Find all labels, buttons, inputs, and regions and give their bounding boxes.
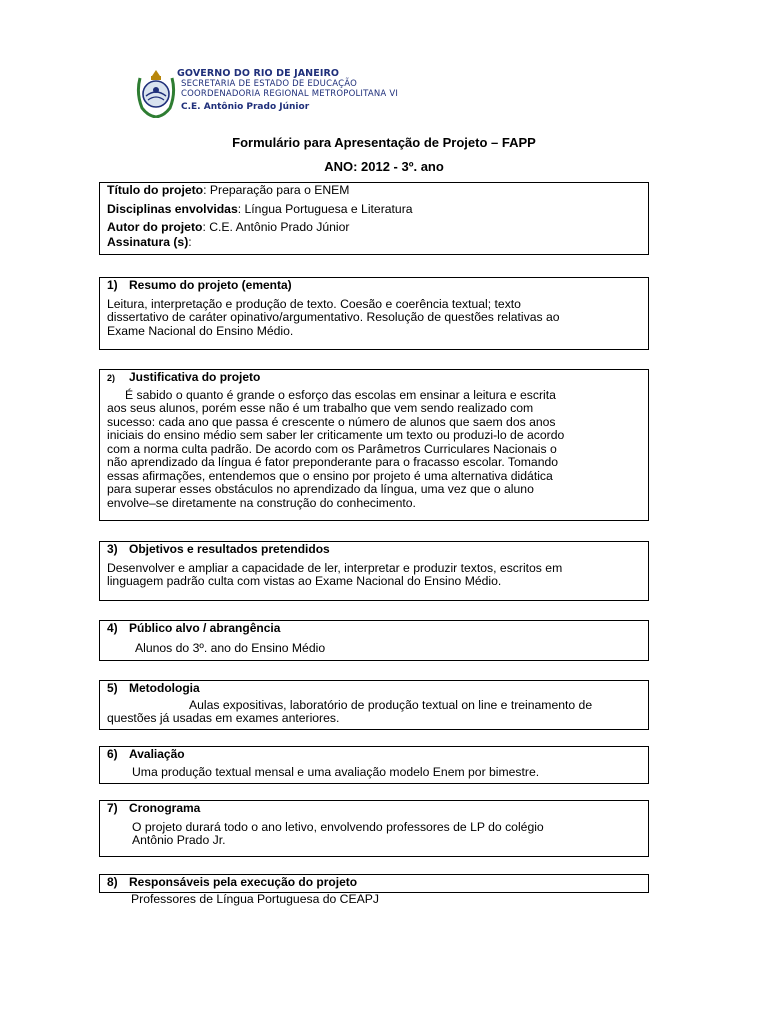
section-summary xyxy=(99,277,649,350)
evaluation-line: Uma produção textual mensal e uma avaliação modelo Enem por bimestre. xyxy=(132,764,540,779)
section-methodology xyxy=(99,680,649,730)
justification-line: essas afirmações, entendemos que o ensino por projeto é uma alternativa didática xyxy=(107,468,553,483)
signature-row xyxy=(107,236,641,250)
section-heading: 7) Cronograma xyxy=(107,801,201,815)
disciplines-label: Disciplinas envolvidas xyxy=(107,201,238,216)
project-title-label: Título do projeto xyxy=(107,183,204,197)
signature-value: : xyxy=(188,234,192,249)
schedule-line: O projeto durará todo o ano letivo, envolvendo professores de LP do colégio xyxy=(132,819,544,834)
summary-line: Exame Nacional do Ensino Médio. xyxy=(107,323,294,338)
author-row xyxy=(107,221,641,235)
state-seal-icon xyxy=(134,68,178,118)
header-school: C.E. Antônio Prado Júnior xyxy=(181,102,310,112)
author-value: : C.E. Antônio Prado Júnior xyxy=(202,220,350,234)
signature-label: Assinatura (s) xyxy=(107,234,189,249)
header-government: GOVERNO DO RIO DE JANEIRO xyxy=(177,68,340,79)
section-heading: 1) Resumo do projeto (ementa) xyxy=(107,278,292,292)
summary-line: dissertativo de caráter opinativo/argumentativo. Resolução de questões relativas ao xyxy=(107,310,560,324)
justification-line: não aprendizado da língua é fator preponderante para o fracasso escolar. Tomando xyxy=(107,455,559,469)
document-title: Formulário para Apresentação de Projeto – FAPP xyxy=(232,135,536,150)
header-coordination: COORDENADORIA REGIONAL METROPOLITANA VI xyxy=(181,89,399,99)
section-schedule xyxy=(99,800,649,857)
methodology-line: Aulas expositivas, laboratório de produção textual on line e treinamento de xyxy=(189,697,593,712)
project-title-row xyxy=(107,184,641,198)
audience-line: Alunos do 3º. ano do Ensino Médio xyxy=(135,640,326,655)
section-justification xyxy=(99,369,649,521)
disciplines-row xyxy=(107,203,641,217)
section-heading: 4) Público alvo / abrangência xyxy=(107,621,281,635)
section-responsible xyxy=(99,874,649,893)
header-secretariat: SECRETARIA DE ESTADO DE EDUCAÇÃO xyxy=(181,79,357,89)
section-heading: 6) Avaliação xyxy=(107,747,185,761)
justification-line: para superar esses obstáculos no aprendizado da língua, uma vez que o aluno xyxy=(107,482,534,496)
justification-line: com a norma culta padrão. De acordo com os Parâmetros Curriculares Nacionais o xyxy=(107,441,557,456)
section-objectives xyxy=(99,541,649,601)
section-audience xyxy=(99,620,649,661)
justification-line: sucesso: cada ano que passa é crescente o número de alunos que saem dos anos xyxy=(107,414,556,429)
responsible-line: Professores de Língua Portuguesa do CEAPJ xyxy=(131,892,379,906)
section-heading: 2) Justificativa do projeto xyxy=(107,370,261,384)
disciplines-value: : Língua Portuguesa e Literatura xyxy=(237,201,413,216)
methodology-line: questões já usadas em exames anteriores. xyxy=(107,711,340,725)
objectives-line: Desenvolver e ampliar a capacidade de ler, interpretar e produzir textos, escritos em xyxy=(107,560,563,575)
objectives-line: linguagem padrão culta com vistas ao Exame Nacional do Ensino Médio. xyxy=(107,574,502,588)
schedule-line: Antônio Prado Jr. xyxy=(132,833,226,847)
justification-line: aos seus alunos, porém esse não é um trabalho que vem sendo realizado com xyxy=(107,401,534,415)
document-subtitle: ANO: 2012 - 3º. ano xyxy=(324,159,444,174)
author-label: Autor do projeto xyxy=(107,220,203,234)
summary-line: Leitura, interpretação e produção de texto. Coesão e coerência textual; texto xyxy=(107,296,521,311)
justification-line: iniciais do ensino médio sem saber ler criticamente um texto ou produzi-lo de acordo xyxy=(107,428,565,442)
section-heading: 3) Objetivos e resultados pretendidos xyxy=(107,542,330,556)
section-evaluation xyxy=(99,746,649,784)
document-header xyxy=(134,68,464,120)
section-heading: 8) Responsáveis pela execução do projeto xyxy=(107,875,358,889)
section-heading: 5) Metodologia xyxy=(107,681,200,695)
project-title-value: : Preparação para o ENEM xyxy=(203,183,350,197)
justification-line: envolve–se diretamente na construção do conhecimento. xyxy=(107,495,416,510)
justification-line: É sabido o quanto é grande o esforço das escolas em ensinar a leitura e escrita xyxy=(125,387,556,402)
project-info-box xyxy=(99,182,649,255)
